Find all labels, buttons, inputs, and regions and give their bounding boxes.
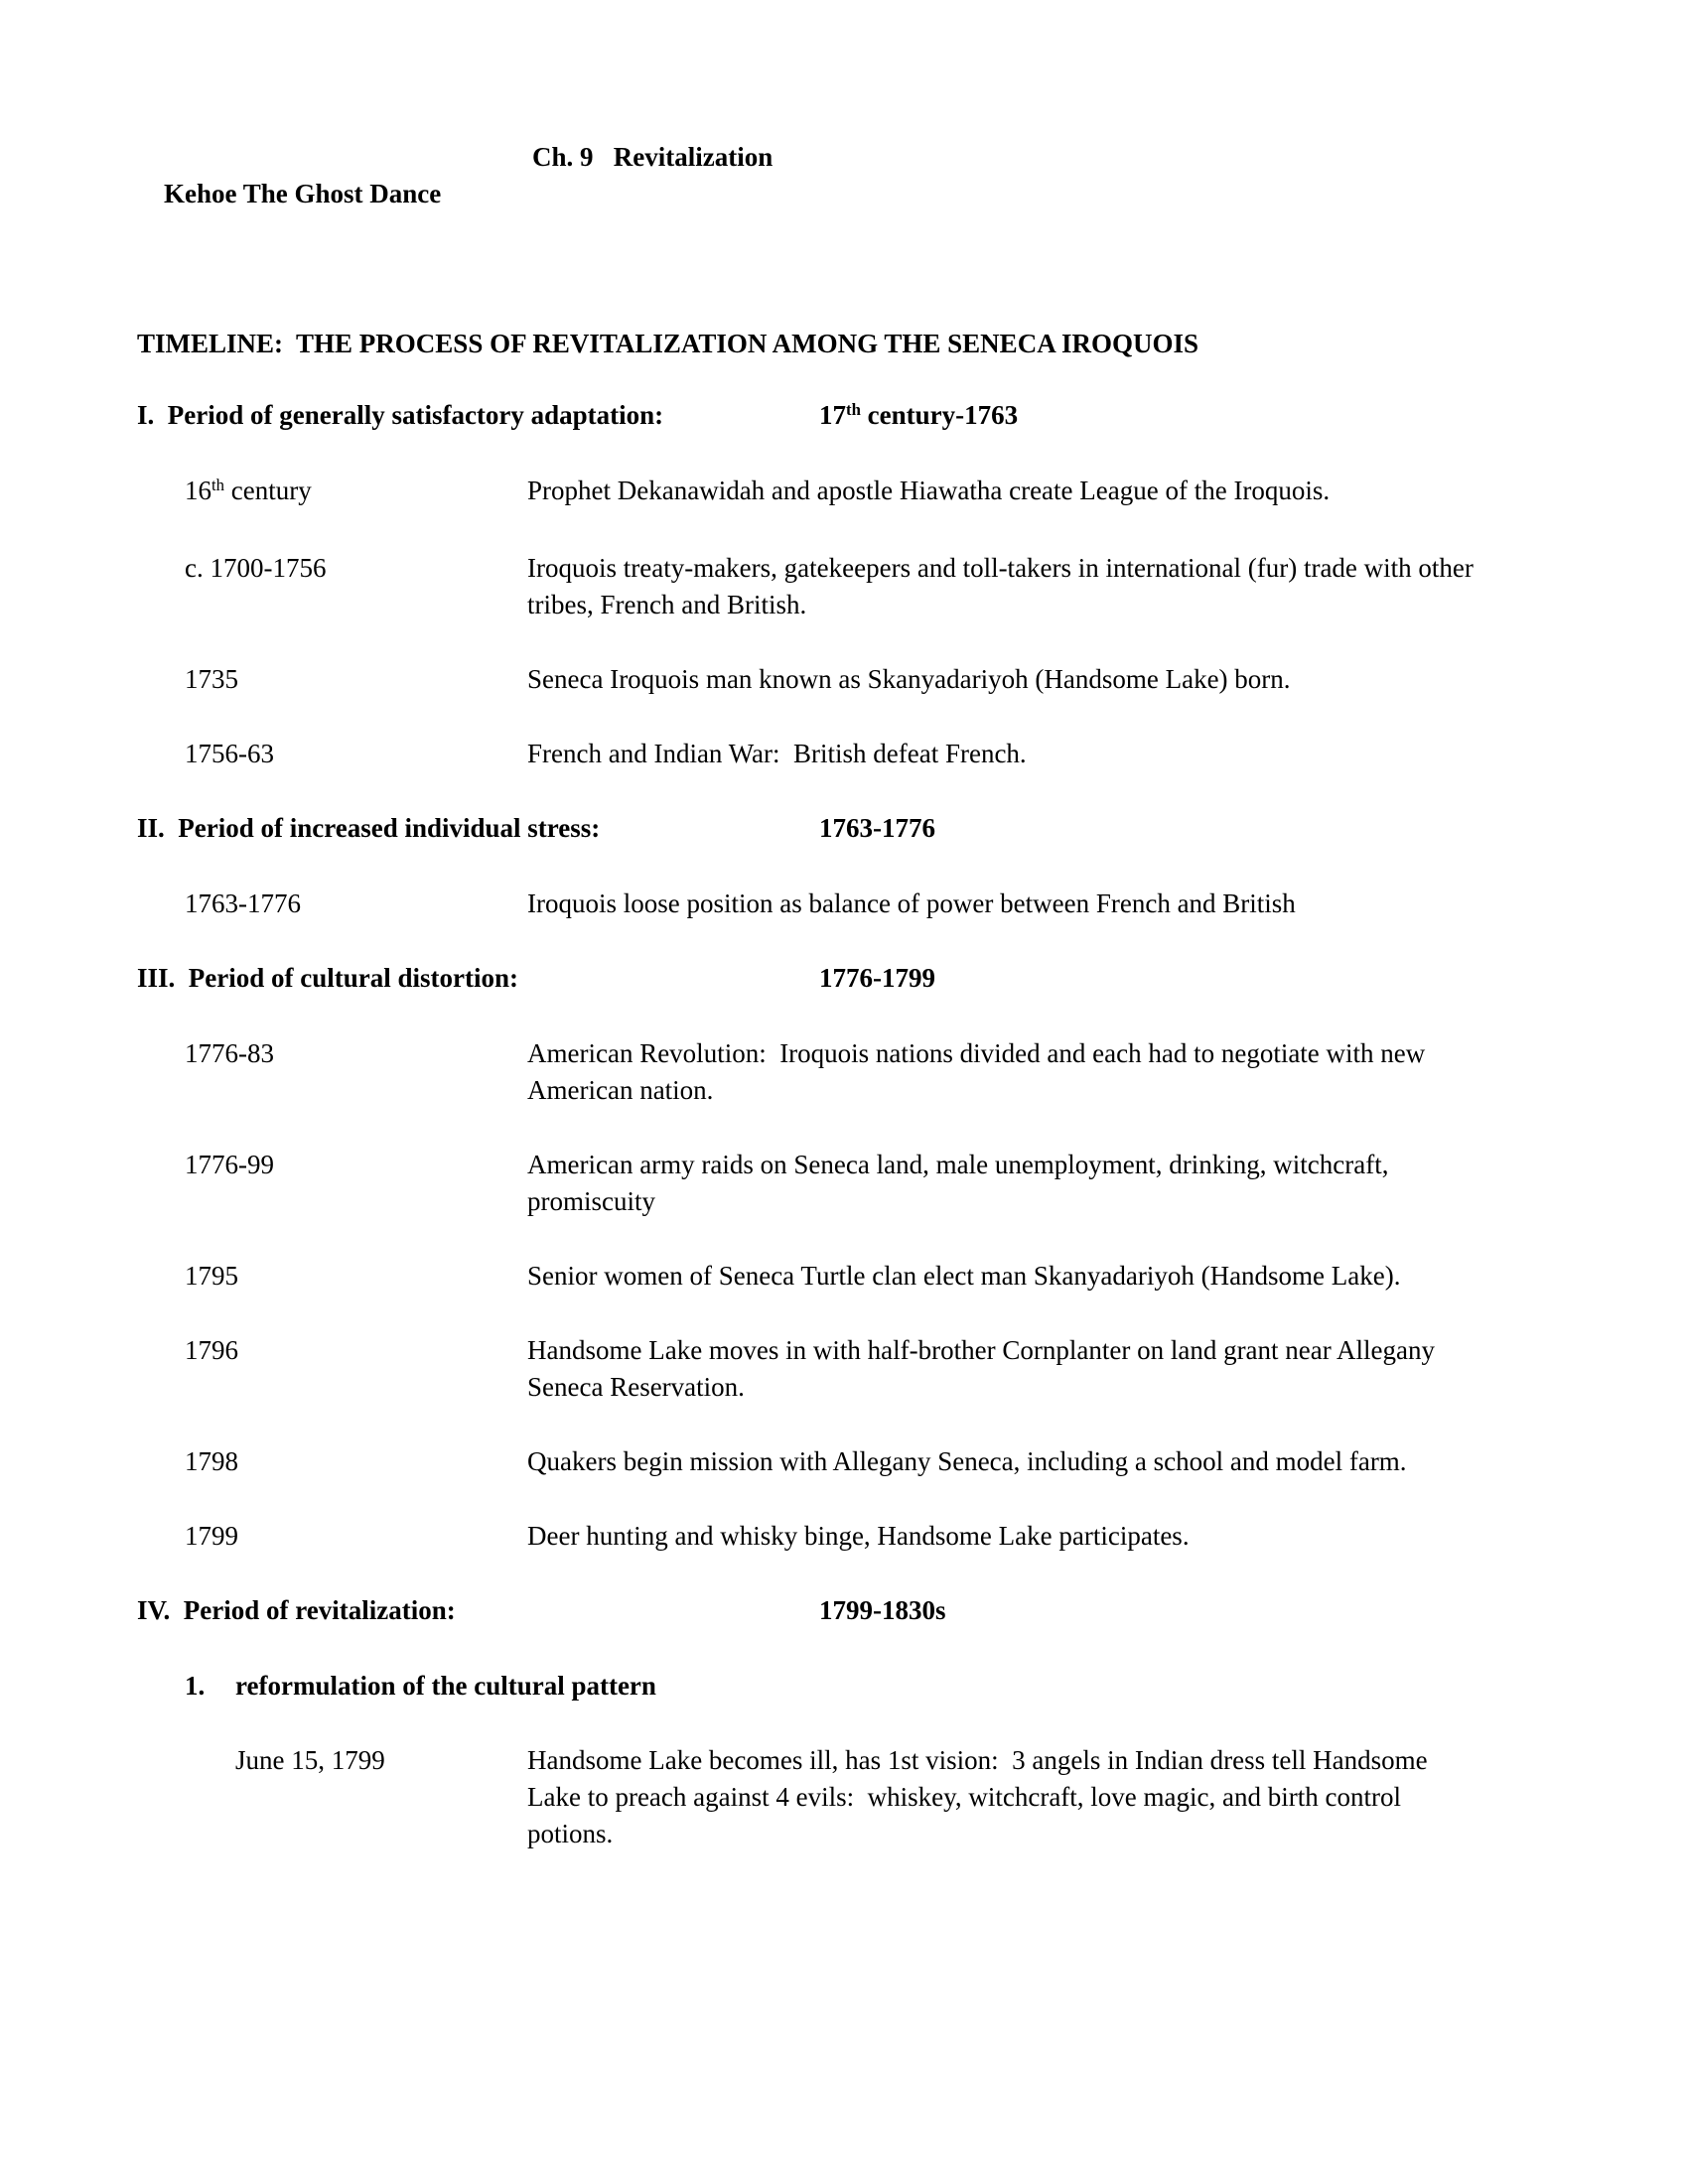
entry-description: Quakers begin mission with Allegany Seneca, including a school and model farm.	[527, 1446, 1407, 1476]
section-heading-label: IV. Period of revitalization:	[137, 1595, 456, 1625]
entry-date-rest: century	[224, 476, 312, 505]
section-heading	[137, 1592, 1599, 1629]
entry-row	[185, 661, 1599, 698]
section-heading	[137, 397, 1599, 434]
entry-description: American Revolution: Iroquois nations divided and each had to negotiate with new American nation.	[527, 1038, 1431, 1105]
entry-date: 1763-1776	[185, 888, 301, 918]
entry-description: Senior women of Seneca Turtle clan elect man Skanyadariyoh (Handsome Lake).	[527, 1261, 1401, 1291]
entry-row	[185, 886, 1599, 922]
subsection-number: 1.	[185, 1671, 206, 1701]
entry-description: Prophet Dekanawidah and apostle Hiawatha create League of the Iroquois.	[527, 476, 1331, 505]
header-course-title: Kehoe The Ghost Dance	[164, 179, 442, 208]
entry-row	[185, 1332, 1599, 1406]
entry-date: 1795	[185, 1261, 238, 1291]
entry-row	[185, 1443, 1599, 1480]
entry-description: Deer hunting and whisky binge, Handsome Lake participates.	[527, 1521, 1190, 1551]
section-heading-range	[819, 397, 1018, 437]
entry-row	[185, 736, 1599, 772]
ordinal-superscript: th	[211, 475, 225, 494]
section-heading-label: I. Period of generally satisfactory adaptation:	[137, 400, 664, 430]
range-rest: century-1763	[860, 400, 1019, 430]
entry-description: Handsome Lake moves in with half-brother Cornplanter on land grant near Allegany Seneca Reservation.	[527, 1335, 1442, 1402]
entry-row	[185, 550, 1599, 623]
section-heading-label: II. Period of increased individual stress:	[137, 813, 601, 843]
entry-date: c. 1700-1756	[185, 553, 327, 583]
entry-date: 1756-63	[185, 739, 274, 768]
entry-date: June 15, 1799	[235, 1745, 385, 1775]
entry-description: Iroquois loose position as balance of power between French and British	[527, 888, 1296, 918]
entry-description: American army raids on Seneca land, male unemployment, drinking, witchcraft, promiscuity	[527, 1150, 1396, 1216]
section-heading-range: 1799-1830s	[819, 1595, 946, 1625]
entry-date: 1798	[185, 1446, 238, 1476]
entry-date-number: 16	[185, 476, 211, 505]
entry-date: 1799	[185, 1521, 238, 1551]
range-number: 17	[819, 400, 846, 430]
entry-row	[185, 473, 1599, 512]
subsection-title: reformulation of the cultural pattern	[235, 1671, 656, 1701]
subsection-heading	[185, 1668, 1599, 1705]
timeline-sections	[137, 397, 1599, 1852]
document-header	[137, 139, 1599, 286]
section-heading-range: 1763-1776	[819, 813, 935, 843]
entry-row	[185, 1518, 1599, 1555]
entry-date: 1776-83	[185, 1038, 274, 1068]
section-heading-label: III. Period of cultural distortion:	[137, 963, 518, 993]
entry-description: French and Indian War: British defeat French.	[527, 739, 1027, 768]
header-chapter-label: Ch. 9 Revitalization	[532, 142, 774, 172]
section-heading	[137, 810, 1599, 847]
entry-date: 1735	[185, 664, 238, 694]
entry-row	[185, 1035, 1599, 1109]
entry-description: Handsome Lake becomes ill, has 1st vision: 3 angels in Indian dress tell Handsome Lake to preach against 4 evils: whiskey, witchcraft, love magic, and birth control potions.	[527, 1745, 1435, 1848]
entry-row	[185, 1258, 1599, 1295]
entry-date: 1776-99	[185, 1150, 274, 1179]
ordinal-superscript: th	[846, 399, 861, 419]
section-heading-range: 1776-1799	[819, 963, 935, 993]
entry-description: Iroquois treaty-makers, gatekeepers and toll-takers in international (fur) trade with other tribes, French and British.	[527, 553, 1480, 619]
section-heading	[137, 960, 1599, 997]
entry-row	[235, 1742, 1599, 1852]
entry-description: Seneca Iroquois man known as Skanyadariyoh (Handsome Lake) born.	[527, 664, 1291, 694]
doc-title: TIMELINE: THE PROCESS OF REVITALIZATION AMONG THE SENECA IROQUOIS	[137, 329, 1198, 358]
entry-date	[185, 473, 527, 512]
entry-row	[185, 1147, 1599, 1220]
entry-date: 1796	[185, 1335, 238, 1365]
